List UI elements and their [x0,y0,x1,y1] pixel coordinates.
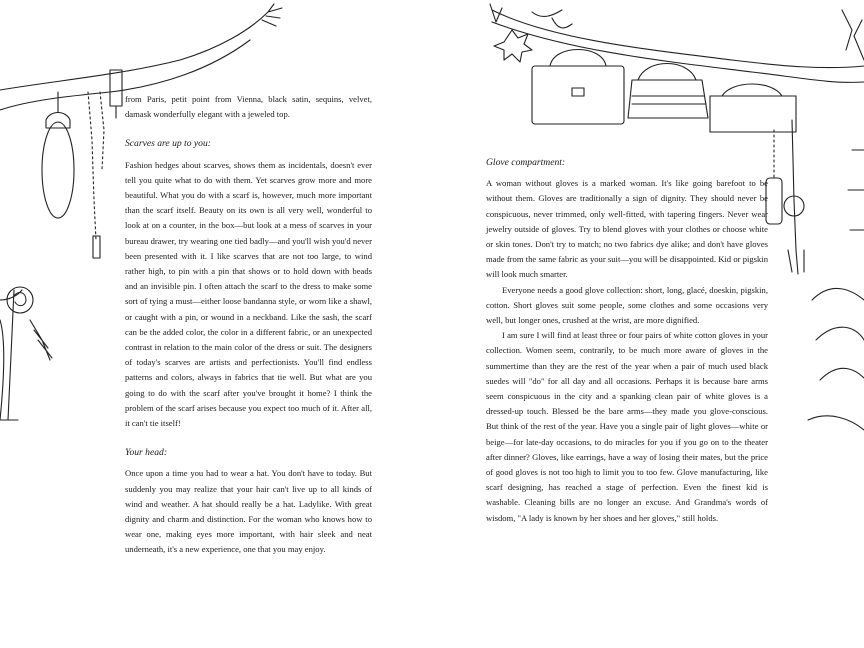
head-paragraph: Once upon a time you had to wear a hat. You don't have to today. But suddenly you may realize that your hair can't live up to all kinds of wind and weather. A hat should really be a hat. Ladylike. With great dignity and charm and distinction. For the woman who knows how to wear one, making eyes more important, with hair sleek and neat underneath, it's a new experience, one that you may enjoy. [125,468,372,555]
right-page [432,0,864,648]
right-text-column [486,155,768,532]
handbag-2-drawing [628,80,708,118]
branch-drawing [492,10,864,82]
lipstick-drawing [766,178,782,224]
head-heading: Your head: [125,447,168,459]
handbag-1-drawing [532,66,624,124]
scarves-paragraph: Fashion hedges about scarves, shows them as incidentals, doesn't ever tell you quite what to do with them. Yet scarves grow more and more beautiful. What you do with a scarf is, however, much more important than the scarf itself. Beauty on its own is all very well, wonderful to look at on a counter, in the box—but look at a mess of scarves in your bureau drawer, try wearing one tied badly—and you'll wish you'd never been presented with it. I like scarves that are not too large, to wind rather high, to pin with a pin that shows or to hold down with beads and an invisible pin. I often attach the scarf to the dress to make some sort of tying a must—either loose bandanna style, or worn like a shawl, or caught with a pin, or wound in a neckband. Like the sash, the scarf can be the added color, the color in a different fabric, or an unexpected contrast in relation to the main color of the dress or suit. The designers of today's scarves are artists and perfectionists. You'll find endless patterns and colors, always in fabrics that tie well. But what are you going to do with the scarf after you've brought it home? I think the problem of the scarf arises because you expect too much of it. After all, it can't tie itself! [125,159,372,429]
gloves-heading: Glove compartment: [486,157,566,168]
gloves-paragraph-3: I am sure I will find at least three or four pairs of white cotton gloves in your collection. Women seem, contrarily, to be much more aware of gloves in the summertime than they are the rest of the year when a pair of much used black suedes will "do" for all day and all occasions. Perhaps it is because bare arms seem conspicuous in the city and a spanking clean pair of white gloves is a dressed-up touch. Blessed be the bare arms—they made you glove-conscious. But think of the rest of the year. Have you a single pair of light gloves—white or beige—for late-day occasions, to do miracles for you if you go on to the theater after dinner? Gloves, like earrings, have a way of losing their mates, but the price of good gloves is not too high to limit you to too few. Glove manufacturing, like scarf designing, has reached a stage of perfection. Even the finest kid is washable. Cleaning bills are no longer an excuse. And Grandma's words of wisdom, "A lady is known by her shoes and her gloves," still holds. [486,330,768,523]
starburst-drawing [494,30,532,62]
gloves-paragraph-1: A woman without gloves is a marked woman. It's like going barefoot to be without them. Gloves are traditionally a sign of dignity. They should never be conspicuous, never trimmed, only well-fitted, with tapering fingers. Never wear jewelry outside of gloves. Try to blend gloves with your clothes or choose white or skin tones. Don't try to match; no two fabrics dye alike; and don't have gloves made from the same fabric as your suit—you will be disappointed. Kid or pigskin will look much smarter. [486,178,768,280]
gloves-paragraph-2: Everyone needs a good glove collection: short, long, glacé, doeskin, pigskin, cotton. Short gloves suit some people, some clothes and some occasions very well, but longer ones, crushed at the wrist, are more dignified. [486,284,768,326]
rose-drawing [7,287,33,313]
bead-chain-drawing [88,92,96,240]
scarves-heading: Scarves are up to you: [125,138,211,150]
left-text-column [125,92,372,564]
handbag-3-drawing [710,96,796,132]
leaves-drawing [808,288,864,430]
hand-mirror-drawing [42,122,74,218]
intro-paragraph: from Paris, petit point from Vienna, black satin, sequins, velvet, damask wonderfully elegant with a jeweled top. [125,94,372,120]
